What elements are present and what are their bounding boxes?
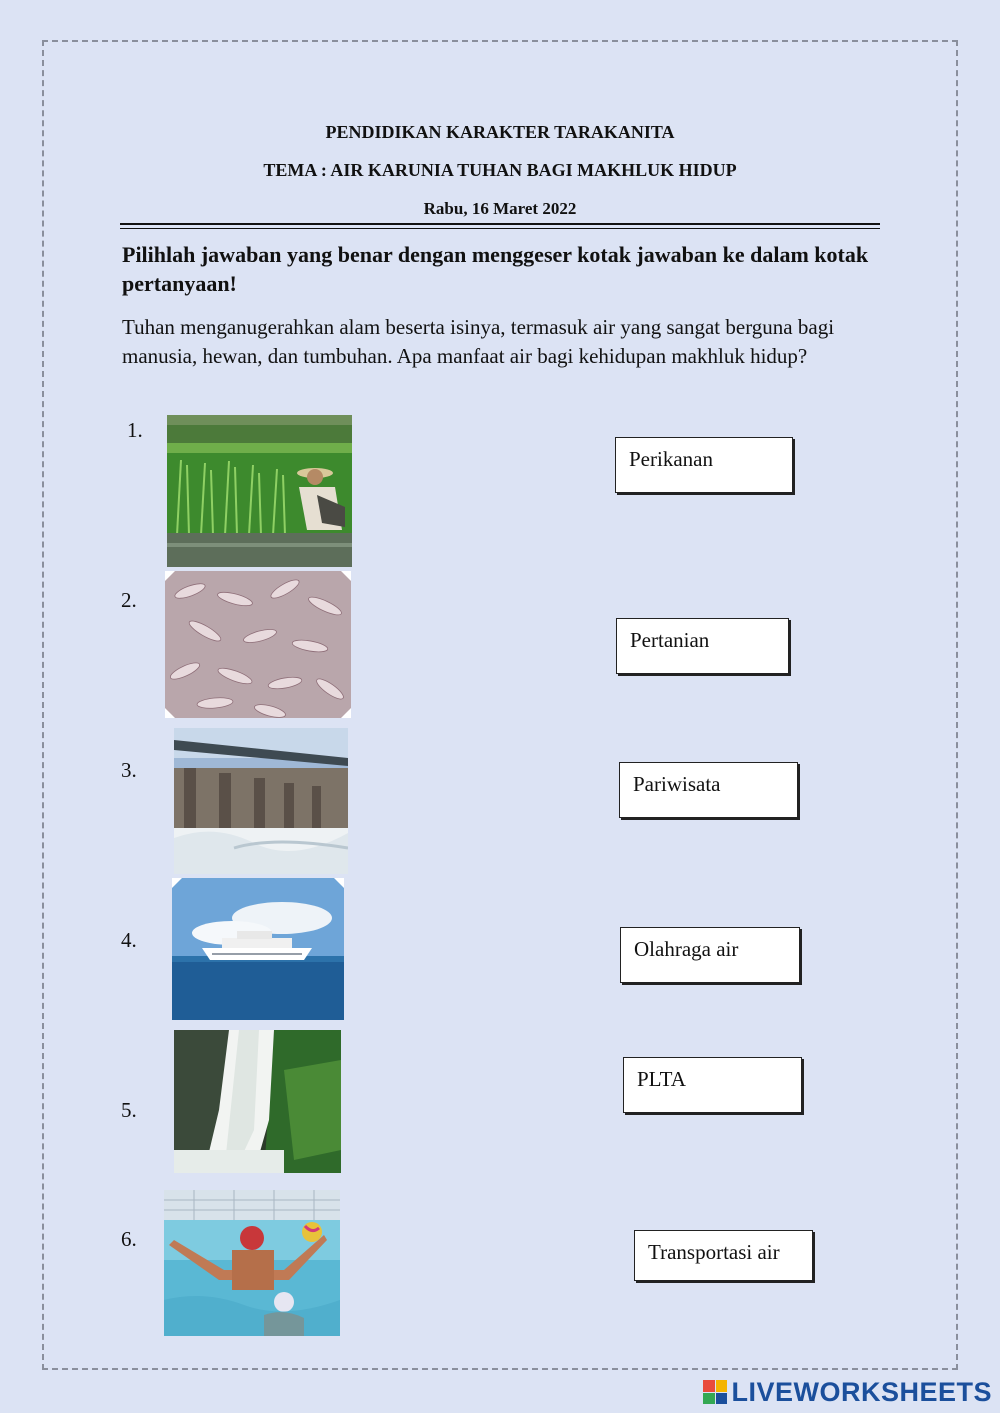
item-number-2: 2.: [121, 588, 137, 612]
liveworksheets-logo: [703, 1375, 992, 1409]
waterfall-image[interactable]: [174, 1030, 341, 1173]
dam-image[interactable]: [174, 728, 348, 874]
item-number-6: 6.: [121, 1227, 137, 1251]
answer-pariwisata[interactable]: Pariwisata: [619, 762, 798, 818]
worksheet-title: PENDIDIKAN KARAKTER TARAKANITA: [325, 122, 675, 142]
item-number-3: 3.: [121, 758, 137, 782]
header-divider-thin: [120, 228, 880, 229]
ship-image[interactable]: [172, 878, 344, 1020]
question-text: Tuhan menganugerahkan alam beserta isinya, termasuk air yang sangat berguna bagi manusia, hewan, dan tumbuhan. Apa manfaat air bagi kehidupan makhluk hidup?: [122, 315, 835, 368]
rice-field-image[interactable]: [167, 415, 352, 567]
item-number-1: 1.: [127, 418, 143, 442]
answer-plta[interactable]: PLTA: [623, 1057, 802, 1113]
instruction-text: Pilihlah jawaban yang benar dengan menggeser kotak jawaban ke dalam kotak pertanyaan!: [122, 242, 869, 296]
answer-perikanan[interactable]: Perikanan: [615, 437, 793, 493]
answer-olahraga-air[interactable]: Olahraga air: [620, 927, 800, 983]
worksheet-theme: TEMA : AIR KARUNIA TUHAN BAGI MAKHLUK HIDUP: [263, 160, 737, 180]
answer-transportasi-air[interactable]: Transportasi air: [634, 1230, 813, 1281]
worksheet-date: Rabu, 16 Maret 2022: [423, 199, 577, 218]
water-polo-image[interactable]: [164, 1190, 340, 1336]
item-number-5: 5.: [121, 1098, 137, 1122]
answer-pertanian[interactable]: Pertanian: [616, 618, 789, 674]
header-divider: [120, 223, 880, 225]
item-number-4: 4.: [121, 928, 137, 952]
liveworksheets-text: LIVEWORKSHEETS: [731, 1376, 992, 1407]
fish-pond-image[interactable]: [165, 571, 351, 718]
liveworksheets-mark-icon: [703, 1380, 727, 1404]
